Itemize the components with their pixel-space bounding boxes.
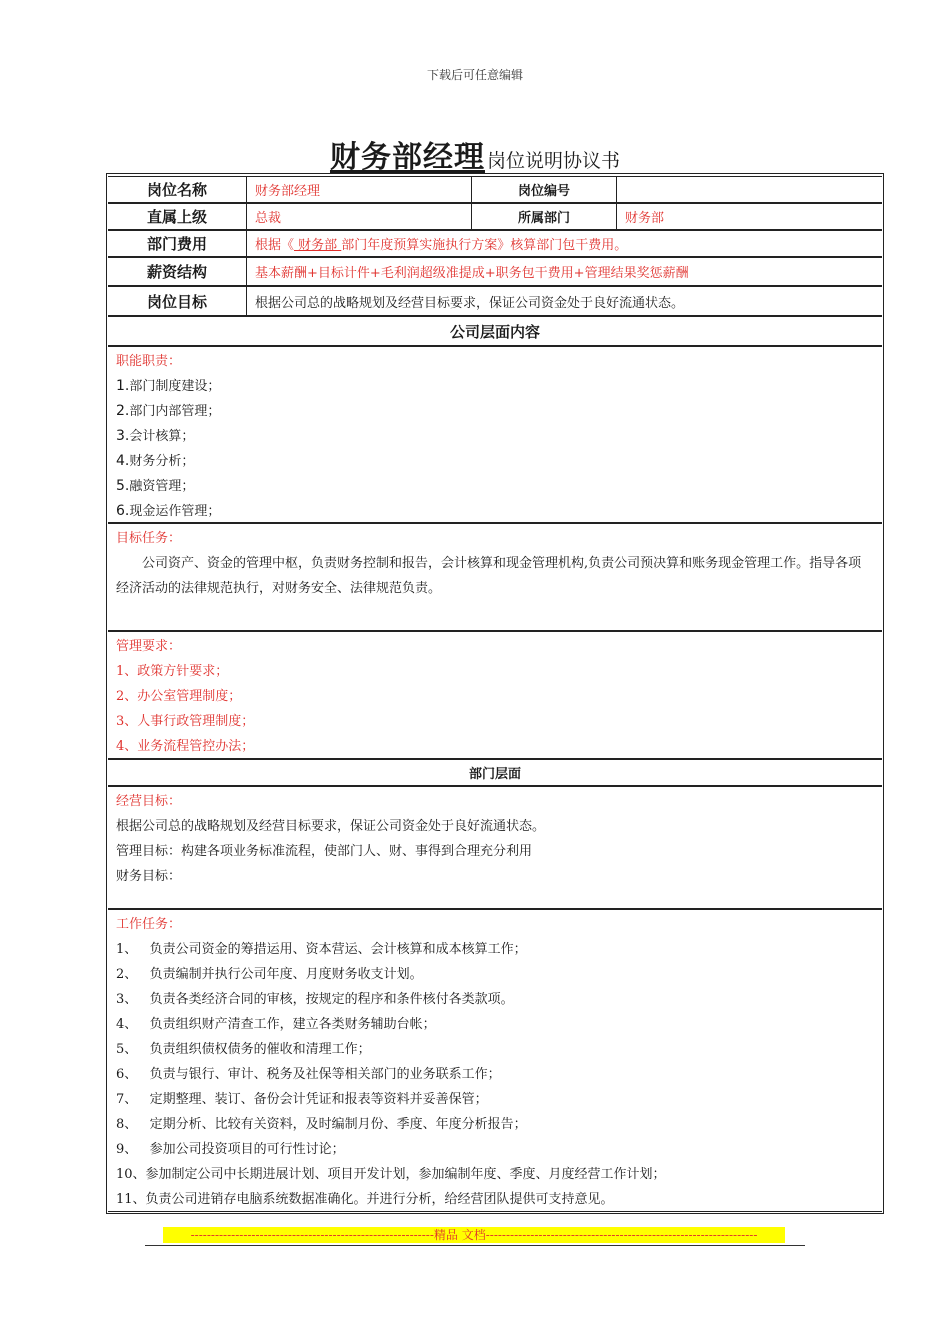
mgmt-item: 1、政策方针要求；: [116, 664, 229, 679]
duties-section: [108, 346, 882, 523]
work-item: 2、 负责编制并执行公司年度、月度财务收支计划。: [116, 967, 423, 982]
expense-value: [246, 231, 882, 256]
row-superior: [108, 203, 882, 230]
work-item: 8、 定期分析、比较有关资料，及时编制月份、季度、年度分析报告；: [116, 1117, 527, 1132]
row-expense: [108, 230, 882, 257]
footer-banner: ------------------------------------------------------------精品 文档-------------------------------------------------------------------: [163, 1227, 785, 1243]
duty-item: 3.会计核算；: [116, 428, 195, 444]
superior-value: 总裁: [246, 204, 471, 229]
position-name-label: 岗位名称: [146, 181, 207, 199]
goal-value: 根据公司总的战略规划及经营目标要求，保证公司资金处于良好流通状态。: [246, 287, 882, 315]
department-label: 所属部门: [471, 204, 616, 229]
duty-item: 2.部门内部管理；: [116, 403, 221, 419]
goal-label: 岗位目标: [146, 292, 207, 311]
expense-suffix: 部门年度预算实施执行方案》核算部门包干费用。: [341, 238, 628, 253]
task-text: 公司资产、资金的管理中枢，负责财务控制和报告，会计核算和现金管理机构,负责公司预决算和账务现金管理工作。指导各项经济活动的法律规范执行，对财务安全、法律规范负责。: [116, 556, 862, 596]
row-position-name: [108, 176, 882, 203]
work-item: 5、 负责组织债权债务的催收和清理工作；: [116, 1042, 371, 1057]
mgmt-item: 3、人事行政管理制度；: [116, 714, 255, 729]
salary-value: 基本薪酬+目标计件+毛利润超级准提成+职务包干费用+管理结果奖惩薪酬: [246, 258, 882, 285]
company-heading: 公司层面内容: [449, 322, 540, 341]
expense-dept: 财务部: [294, 238, 342, 253]
footer-divider: [145, 1245, 805, 1246]
task-section: [108, 523, 882, 631]
position-no-value: [616, 177, 882, 202]
op-title: 经营目标：: [116, 794, 182, 809]
mgmt-section: [108, 631, 882, 759]
op-section: [108, 786, 882, 909]
superior-label: 直属上级: [146, 208, 207, 226]
dept-heading-row: [108, 759, 882, 786]
op-line: 管理目标：构建各项业务标准流程，使部门人、财、事得到合理充分利用: [116, 844, 533, 859]
task-title: 目标任务：: [116, 531, 182, 546]
work-section: [108, 909, 882, 1212]
op-line: 财务目标：: [116, 869, 182, 884]
duty-item: 1.部门制度建设；: [116, 378, 221, 394]
mgmt-title: 管理要求：: [116, 639, 182, 654]
work-item: 1、 负责公司资金的筹措运用、资本营运、会计核算和成本核算工作；: [116, 942, 527, 957]
position-name-value: 财务部经理: [246, 177, 471, 202]
work-item: 3、 负责各类经济合同的审核，按规定的程序和条件核付各类款项。: [116, 992, 514, 1007]
duty-item: 4.财务分析；: [116, 453, 195, 469]
work-item: 4、 负责组织财产清查工作，建立各类财务辅助台帐；: [116, 1017, 436, 1032]
duties-title: 职能职责：: [116, 354, 182, 369]
salary-label: 薪资结构: [146, 263, 207, 281]
work-item: 10、参加制定公司中长期进展计划、项目开发计划，参加编制年度、季度、月度经营工作计划；: [116, 1167, 666, 1182]
mgmt-item: 2、办公室管理制度；: [116, 689, 242, 704]
mgmt-item: 4、业务流程管控办法；: [116, 739, 255, 754]
company-heading-row: [108, 316, 882, 346]
op-line: 根据公司总的战略规划及经营目标要求，保证公司资金处于良好流通状态。: [116, 819, 546, 834]
header-note: 下载后可任意编辑: [426, 68, 523, 82]
title-suffix: 岗位说明协议书: [486, 150, 620, 172]
duty-item: 6.现金运作管理；: [116, 503, 221, 519]
work-item: 6、 负责与银行、审计、税务及社保等相关部门的业务联系工作；: [116, 1067, 501, 1082]
work-item: 9、 参加公司投资项目的可行性讨论；: [116, 1142, 345, 1157]
expense-prefix: 根据《: [255, 238, 295, 253]
work-title: 工作任务：: [116, 917, 182, 932]
row-salary: [108, 257, 882, 286]
document-title: [0, 132, 950, 176]
position-no-label: 岗位编号: [471, 177, 616, 202]
row-goal: [108, 286, 882, 316]
department-value: 财务部: [616, 204, 882, 229]
expense-label: 部门费用: [146, 235, 207, 253]
duty-item: 5.融资管理；: [116, 478, 195, 494]
title-main: 财务部经理: [329, 140, 485, 175]
work-item: 7、 定期整理、装订、备份会计凭证和报表等资料并妥善保管；: [116, 1092, 488, 1107]
dept-heading: 部门层面: [468, 767, 521, 782]
work-item: 11、负责公司进销存电脑系统数据准确化。并进行分析，给经营团队提供可支持意见。: [116, 1192, 614, 1207]
